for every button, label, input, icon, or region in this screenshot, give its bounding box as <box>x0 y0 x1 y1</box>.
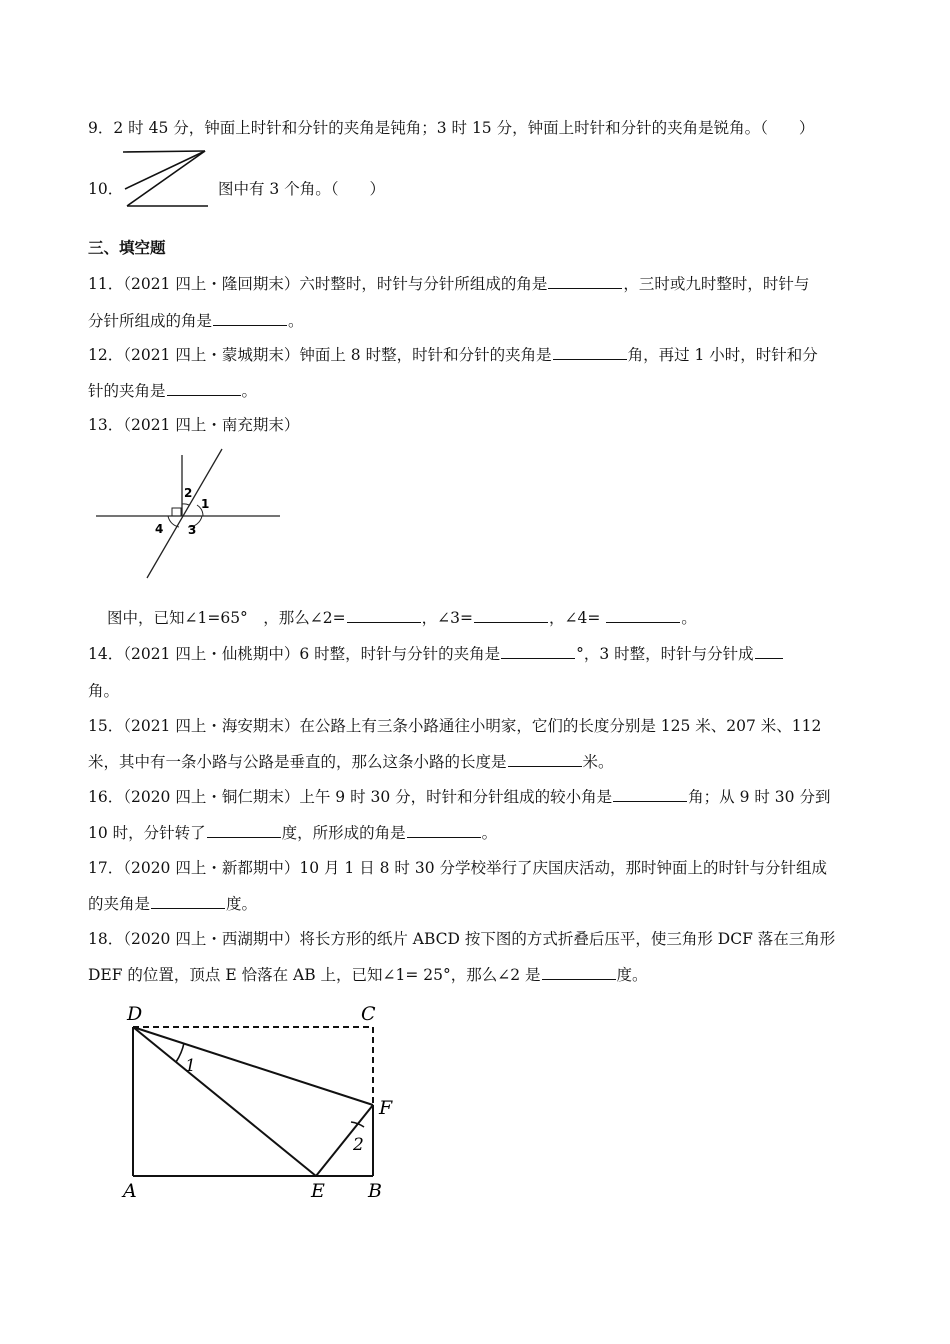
answer-blank[interactable] <box>606 607 680 623</box>
q18-folded-rectangle-figure <box>118 1000 418 1210</box>
question-17-line-1 <box>88 857 827 879</box>
q18-label-C: C <box>361 1003 376 1025</box>
question-10-body: 图中有 3 个角。（ ） <box>218 180 385 198</box>
q13-text-3: ，∠4= <box>549 609 601 627</box>
q12-text-3: 针的夹角是 <box>88 382 166 400</box>
q10-top-ray <box>123 151 205 152</box>
q15-text-1: 15．（2021 四上・海安期末）在公路上有三条小路通往小明家，它们的长度分别是 125 米、207 米、112 <box>88 717 822 735</box>
q13-text-4: 。 <box>681 609 697 627</box>
q18-label-F: F <box>379 1097 393 1119</box>
question-12-line-1 <box>88 344 818 366</box>
q14-text-2: °，3 时整，时针与分针成 <box>576 645 754 663</box>
question-13-head <box>88 414 299 436</box>
q16-text-3: 10 时，分针转了 <box>88 824 206 842</box>
question-9 <box>88 117 814 139</box>
question-14-line-2 <box>88 680 119 702</box>
section-title <box>88 237 166 259</box>
question-18-line-2 <box>88 964 648 986</box>
q18-label-angle-2: 2 <box>353 1135 364 1155</box>
answer-blank[interactable] <box>407 822 481 838</box>
answer-blank[interactable] <box>508 751 582 767</box>
q18-label-angle-1: 1 <box>185 1056 196 1076</box>
q18-label-E: E <box>311 1180 325 1202</box>
question-17-line-2 <box>88 893 257 915</box>
q18-angle-1-arc <box>176 1043 184 1062</box>
q10-ray-1 <box>125 151 205 189</box>
answer-blank[interactable] <box>501 643 575 659</box>
q17-text-1: 17．（2020 四上・新都期中）10 月 1 日 8 时 30 分学校举行了庆国庆活动，那时钟面上的时针与分针组成 <box>88 859 828 877</box>
question-16-line-1 <box>88 786 830 808</box>
q15-text-3: 米。 <box>582 753 614 771</box>
q18-text-2: DEF 的位置，顶点 E 恰落在 AB 上，已知∠1= 25°，那么∠2 是 <box>88 966 541 984</box>
answer-blank[interactable] <box>474 607 548 623</box>
q18-text-3: 度。 <box>616 966 648 984</box>
q11-text-2: ，三时或九时整时，时针与 <box>623 275 810 293</box>
q10-angle-figure <box>115 145 215 215</box>
q14-text-3: 角。 <box>88 682 120 700</box>
q13-label-3: 3 <box>188 523 197 537</box>
q18-fold-DF <box>133 1027 373 1105</box>
answer-blank[interactable] <box>613 786 687 802</box>
q13-head-text: 13．（2021 四上・南充期末） <box>88 416 300 434</box>
q16-text-1: 16．（2020 四上・铜仁期末）上午 9 时 30 分，时针和分针组成的较小角是 <box>88 788 613 806</box>
q13-label-4: 4 <box>155 522 164 536</box>
q14-text-1: 14．（2021 四上・仙桃期中）6 时整，时针与分针的夹角是 <box>88 645 501 663</box>
q13-label-1: 1 <box>201 497 210 511</box>
q13-label-2: 2 <box>184 486 193 500</box>
q13-text-2: ，∠3= <box>421 609 473 627</box>
answer-blank[interactable] <box>167 380 241 396</box>
answer-blank[interactable] <box>548 273 622 289</box>
question-10-num: 10． <box>88 180 124 198</box>
q18-segment-EF <box>316 1105 373 1176</box>
question-18-line-1 <box>88 928 835 950</box>
q18-segment-DE <box>133 1027 316 1176</box>
q17-text-3: 度。 <box>226 895 258 913</box>
question-15-line-1 <box>88 715 821 737</box>
answer-blank[interactable] <box>213 310 287 326</box>
q13-intersecting-lines-figure <box>92 445 292 580</box>
question-16-line-2 <box>88 822 497 844</box>
q11-text-1: 11．（2021 四上・隆回期末）六时整时，时针与分针所组成的角是 <box>88 275 548 293</box>
answer-blank[interactable] <box>542 964 616 980</box>
q12-text-4: 。 <box>241 382 258 400</box>
answer-blank[interactable] <box>553 344 627 360</box>
q16-text-4: 度，所形成的角是 <box>281 824 406 842</box>
question-11-line-2 <box>88 310 304 332</box>
q18-text-1: 18．（2020 四上・西湖期中）将长方形的纸片 ABCD 按下图的方式折叠后压平，使三角形 DCF 落在三角形 <box>88 930 836 948</box>
question-12-line-2 <box>88 380 257 402</box>
question-13-answer-line <box>107 607 697 629</box>
q15-text-2: 米，其中有一条小路与公路是垂直的，那么这条小路的长度是 <box>88 753 507 771</box>
q13-slanted-line <box>147 449 222 578</box>
q11-text-4: 。 <box>288 312 304 330</box>
question-9-text: 9．2 时 45 分，钟面上时针和分针的夹角是钝角；3 时 15 分，钟面上时针和分针的夹角是锐角。（ ） <box>88 119 815 137</box>
q11-text-3: 分针所组成的角是 <box>88 312 213 330</box>
q13-angle-2-arc <box>182 504 189 505</box>
q13-right-angle-mark <box>172 508 181 516</box>
answer-blank[interactable] <box>207 822 281 838</box>
question-15-line-2 <box>88 751 614 773</box>
answer-blank[interactable] <box>151 893 225 909</box>
section-title-text: 三、填空题 <box>88 239 166 257</box>
q16-text-5: 。 <box>481 824 498 842</box>
question-14-line-1 <box>88 643 784 665</box>
question-11-line-1 <box>88 273 809 295</box>
q18-label-B: B <box>368 1180 382 1202</box>
q17-text-2: 的夹角是 <box>88 895 151 913</box>
q18-label-A: A <box>123 1180 137 1202</box>
q18-label-D: D <box>127 1003 143 1025</box>
question-10-text <box>218 178 385 200</box>
q16-text-2: 角；从 9 时 30 分到 <box>688 788 831 806</box>
answer-blank[interactable] <box>347 607 421 623</box>
q12-text-1: 12．（2021 四上・蒙城期末）钟面上 8 时整，时针和分针的夹角是 <box>88 346 552 364</box>
q10-ray-2 <box>127 151 205 206</box>
q12-text-2: 角，再过 1 小时，时针和分 <box>627 346 818 364</box>
q13-text-1: 图中，已知∠1=65° ，那么∠2= <box>107 609 346 627</box>
answer-blank[interactable] <box>755 643 783 659</box>
